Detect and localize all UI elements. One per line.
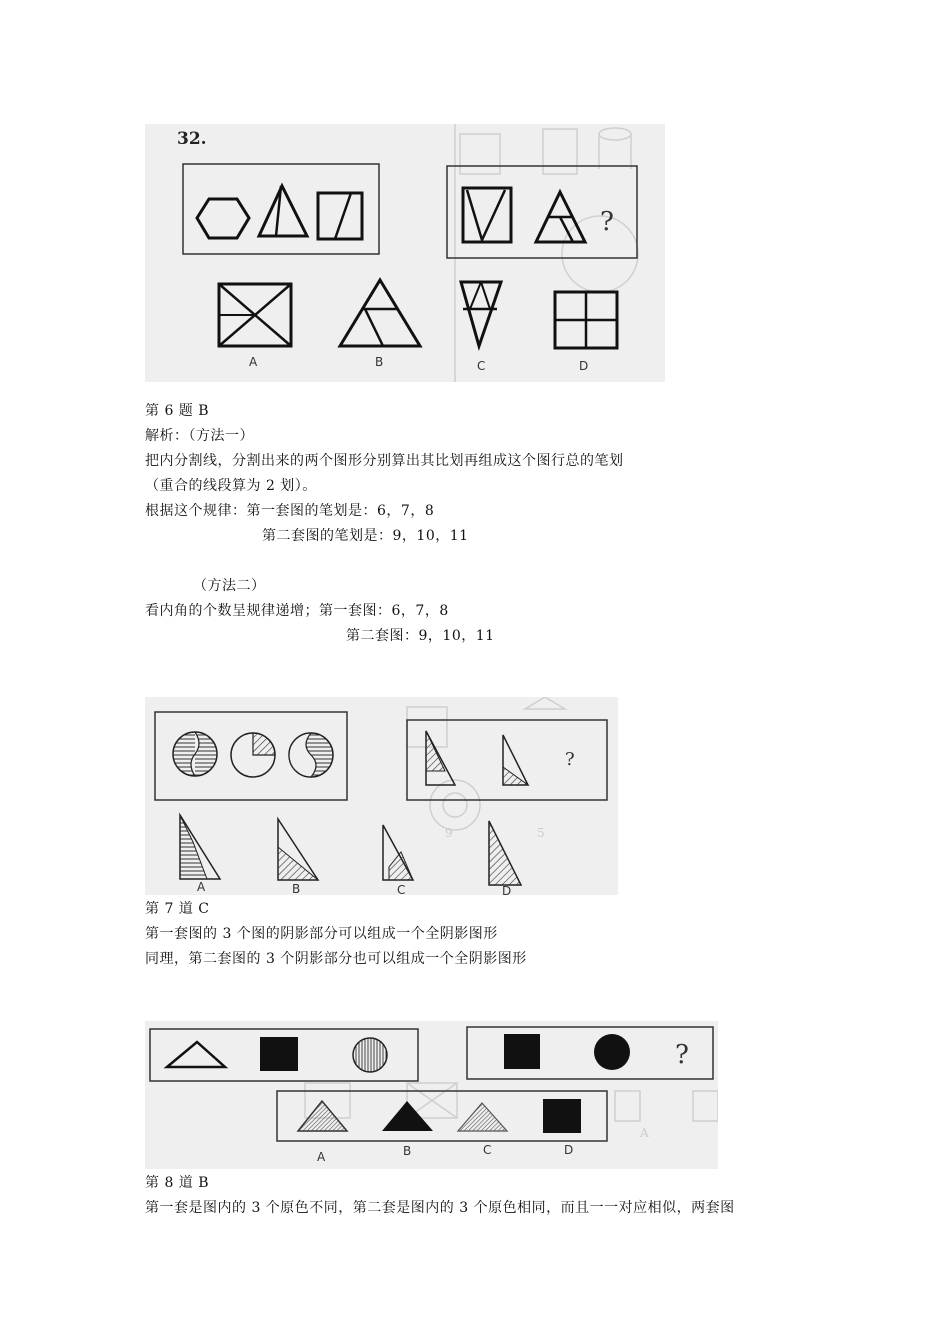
q6-line2: （重合的线段算为 2 划）。 [145,478,317,494]
figure-question-8 [145,1021,718,1169]
option-label-a: A [317,1150,326,1164]
q7-line1: 第一套图的 3 个图的阴影部分可以组成一个全阴影图形 [145,926,498,942]
q6-line1: 把内分割线，分割出来的两个图形分别算出其比划再组成这个图行总的笔划 [145,453,624,469]
q7-line2: 同理，第二套图的 3 个阴影部分也可以组成一个全阴影图形 [145,951,527,967]
figure-question-32-drawing [145,124,665,382]
q8-title: 第 8 道 B [145,1175,210,1191]
q6-line5: 看内角的个数呈规律递增；第一套图：6，7，8 [145,603,449,619]
option-label-c: C [483,1143,492,1157]
q6-line3: 根据这个规律：第一套图的笔划是：6，7，8 [145,503,435,519]
question-mark: ? [600,207,614,237]
option-label-d: D [579,359,589,373]
question-mark: ? [565,749,575,770]
option-label-c: C [397,883,406,895]
q6-line4: 第二套图的笔划是：9，10，11 [262,528,469,544]
figure-question-7-drawing [145,697,618,895]
option-label-a: A [197,880,206,894]
figure-question-32 [145,124,665,382]
svg-text:9: 9 [445,826,453,840]
figure-question-8-drawing [145,1021,718,1169]
q6-line6: 第二套图：9，10，11 [346,628,495,644]
option-label-b: B [292,882,301,895]
svg-text:5: 5 [537,826,545,840]
option-label-a: A [249,355,258,369]
figure-question-7 [145,697,618,895]
q8-line1: 第一套是图内的 3 个原色不同，第二套是图内的 3 个原色相同，而且一一对应相似，两套图 [145,1200,735,1216]
option-label-d: D [564,1143,574,1157]
question-mark: ? [675,1040,689,1070]
option-label-c: C [477,359,486,373]
q6-method2: （方法二） [193,578,266,594]
svg-text:A: A [640,1126,649,1140]
question-number: 32. [177,129,207,149]
q6-analysis-method1: 解析：（方法一） [145,428,254,444]
q7-title: 第 7 道 C [145,901,210,917]
option-label-b: B [375,355,384,369]
option-label-b: B [403,1144,412,1158]
option-label-d: D [502,884,512,895]
q6-title: 第 6 题 B [145,403,210,419]
